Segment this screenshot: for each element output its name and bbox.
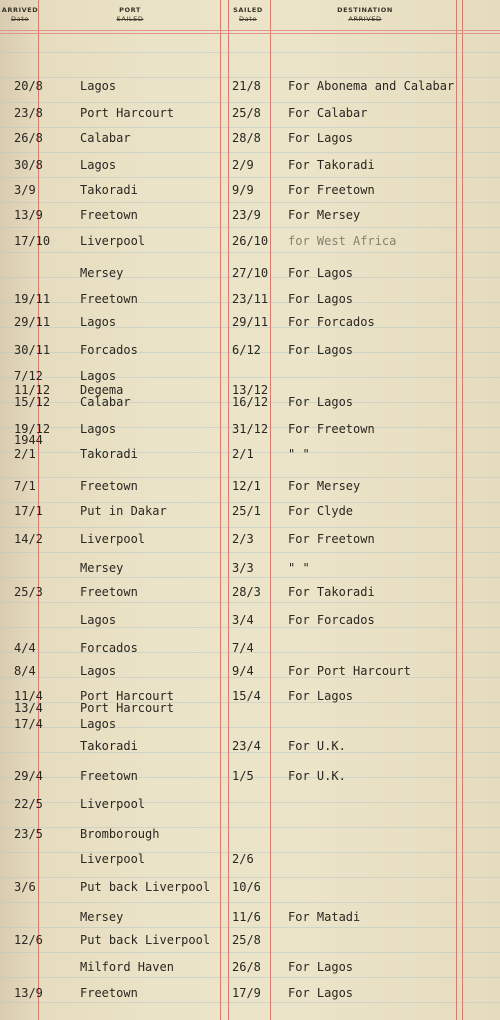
sailed-date: 2/3 xyxy=(232,532,254,546)
destination: For Port Harcourt xyxy=(288,664,411,678)
destination: For Freetown xyxy=(288,532,375,546)
ledger-row xyxy=(0,959,500,975)
ledger-row xyxy=(0,105,500,121)
sailed-date: 29/11 xyxy=(232,315,269,329)
ledger-row xyxy=(0,612,500,628)
port-name: Takoradi xyxy=(80,183,138,197)
destination: For Takoradi xyxy=(288,158,375,172)
arrived-date: 4/4 xyxy=(14,641,36,655)
header-sailed-sub: Date xyxy=(239,15,257,23)
port-name: Lagos xyxy=(80,664,117,678)
ledger-row xyxy=(0,985,500,1001)
sailed-date: 12/1 xyxy=(232,479,261,493)
destination: For Lagos xyxy=(288,131,354,145)
port-name: Put back Liverpool xyxy=(80,933,211,947)
sailed-date: 26/8 xyxy=(232,960,261,974)
port-name: Port Harcourt xyxy=(80,106,174,120)
destination: For Lagos xyxy=(288,395,354,409)
destination: For Takoradi xyxy=(288,585,375,599)
sailed-date: 1/5 xyxy=(232,769,254,783)
port-name: Calabar xyxy=(80,395,131,409)
sailed-date: 27/10 xyxy=(232,266,269,280)
arrived-date: 7/1 xyxy=(14,479,36,493)
sailed-date: 25/1 xyxy=(232,504,261,518)
ledger-row xyxy=(0,157,500,173)
destination: For Freetown xyxy=(288,183,375,197)
port-name: Forcados xyxy=(80,641,138,655)
arrived-date: 15/12 xyxy=(14,395,51,409)
arrived-date: 30/8 xyxy=(14,158,43,172)
port-name: Liverpool xyxy=(80,532,146,546)
destination: For U.K. xyxy=(288,769,346,783)
sailed-date: 3/3 xyxy=(232,561,254,575)
arrived-date: 13/4 xyxy=(14,701,43,715)
sailed-date: 2/6 xyxy=(232,852,254,866)
port-name: Lagos xyxy=(80,315,117,329)
ledger-row xyxy=(0,265,500,281)
port-name: Mersey xyxy=(80,266,124,280)
arrived-date: 3/6 xyxy=(14,880,36,894)
destination: For Lagos xyxy=(288,986,354,1000)
port-name: Calabar xyxy=(80,131,131,145)
ledger-row xyxy=(0,716,500,732)
port-name: Freetown xyxy=(80,208,138,222)
port-name: Milford Haven xyxy=(80,960,174,974)
arrived-date: 11/12 xyxy=(14,383,51,397)
port-name: Lagos xyxy=(80,79,117,93)
ledger-row xyxy=(0,851,500,867)
sailed-date: 6/12 xyxy=(232,343,261,357)
ledger-row xyxy=(0,700,500,716)
ledger-row xyxy=(0,78,500,94)
ledger-row xyxy=(0,291,500,307)
header-destination-sub: ARRIVED xyxy=(348,15,382,23)
arrived-date: 19/11 xyxy=(14,292,51,306)
sailed-date: 23/9 xyxy=(232,208,261,222)
port-name: Lagos xyxy=(80,369,117,383)
ledger-row xyxy=(0,796,500,812)
destination: For Mersey xyxy=(288,479,361,493)
sailed-date: 10/6 xyxy=(232,880,261,894)
arrived-date: 26/8 xyxy=(14,131,43,145)
sailed-date: 17/9 xyxy=(232,986,261,1000)
destination: For Lagos xyxy=(288,266,354,280)
destination: For Forcados xyxy=(288,315,375,329)
arrived-date: 12/6 xyxy=(14,933,43,947)
port-name: Lagos xyxy=(80,158,117,172)
sailed-date: 31/12 xyxy=(232,422,269,436)
destination: " " xyxy=(288,561,310,575)
ledger-row xyxy=(0,531,500,547)
destination: " " xyxy=(288,447,310,461)
port-name: Liverpool xyxy=(80,852,146,866)
arrived-date: 2/1 xyxy=(14,447,36,461)
sailed-date: 21/8 xyxy=(232,79,261,93)
destination: For Lagos xyxy=(288,689,354,703)
port-name: Mersey xyxy=(80,561,124,575)
ledger-row xyxy=(0,663,500,679)
header-port-label: PORT xyxy=(119,6,141,14)
ledger-row xyxy=(0,478,500,494)
ledger-row xyxy=(0,207,500,223)
arrived-date: 23/8 xyxy=(14,106,43,120)
ledger-row xyxy=(0,182,500,198)
ledger-row xyxy=(0,130,500,146)
port-name: Port Harcourt xyxy=(80,701,174,715)
arrived-date: 19/12 xyxy=(14,422,51,436)
sailed-date: 25/8 xyxy=(232,933,261,947)
arrived-date: 29/11 xyxy=(14,315,51,329)
port-name: Takoradi xyxy=(80,739,138,753)
ledger-row xyxy=(0,584,500,600)
sailed-date: 9/4 xyxy=(232,664,254,678)
ledger-row xyxy=(0,879,500,895)
arrived-date: 17/10 xyxy=(14,234,51,248)
port-name: Lagos xyxy=(80,422,117,436)
sailed-date: 25/8 xyxy=(232,106,261,120)
sailed-date: 7/4 xyxy=(232,641,254,655)
port-name: Bromborough xyxy=(80,827,160,841)
header-destination-label: DESTINATION xyxy=(337,6,393,14)
sailed-date: 11/6 xyxy=(232,910,261,924)
port-name: Freetown xyxy=(80,292,138,306)
port-name: Freetown xyxy=(80,585,138,599)
arrived-date: 17/1 xyxy=(14,504,43,518)
sailed-date: 28/3 xyxy=(232,585,261,599)
ledger-row xyxy=(0,768,500,784)
arrived-date: 13/9 xyxy=(14,208,43,222)
ledger-row xyxy=(0,503,500,519)
header-sailed-label: SAILED xyxy=(233,6,263,14)
port-name: Lagos xyxy=(80,717,117,731)
arrived-date: 29/4 xyxy=(14,769,43,783)
ledger-row xyxy=(0,342,500,358)
arrived-date: 14/2 xyxy=(14,532,43,546)
arrived-date: 25/3 xyxy=(14,585,43,599)
port-name: Forcados xyxy=(80,343,138,357)
port-name: Freetown xyxy=(80,769,138,783)
destination: For Matadi xyxy=(288,910,361,924)
port-name: Lagos xyxy=(80,613,117,627)
destination: For Mersey xyxy=(288,208,361,222)
port-name: Put in Dakar xyxy=(80,504,167,518)
ledger-row xyxy=(0,394,500,410)
ledger-row xyxy=(0,446,500,462)
arrived-date: 17/4 xyxy=(14,717,43,731)
arrived-date: 13/9 xyxy=(14,986,43,1000)
arrived-date: 1944 xyxy=(14,433,43,447)
destination: For Lagos xyxy=(288,292,354,306)
sailed-date: 13/12 xyxy=(232,383,269,397)
destination: For Calabar xyxy=(288,106,368,120)
ledger-row xyxy=(0,826,500,842)
destination: For Clyde xyxy=(288,504,354,518)
arrived-date: 30/11 xyxy=(14,343,51,357)
destination: For U.K. xyxy=(288,739,346,753)
arrived-date: 3/9 xyxy=(14,183,36,197)
arrived-date: 11/4 xyxy=(14,689,43,703)
ledger-row xyxy=(0,932,500,948)
sailed-date: 2/9 xyxy=(232,158,254,172)
port-name: Mersey xyxy=(80,910,124,924)
port-name: Liverpool xyxy=(80,797,146,811)
destination: For Forcados xyxy=(288,613,375,627)
port-name: Freetown xyxy=(80,479,138,493)
ledger-row xyxy=(0,560,500,576)
arrived-date: 23/5 xyxy=(14,827,43,841)
header-port-sub: SAILED xyxy=(116,15,144,23)
header-arrived-label: ARRIVED xyxy=(1,6,39,14)
sailed-date: 2/1 xyxy=(232,447,254,461)
ledger-row xyxy=(0,640,500,656)
port-name: Liverpool xyxy=(80,234,146,248)
destination: For Abonema and Calabar xyxy=(288,79,455,93)
destination: For Lagos xyxy=(288,343,354,357)
arrived-date: 7/12 xyxy=(14,369,43,383)
sailed-date: 15/4 xyxy=(232,689,261,703)
sailed-date: 3/4 xyxy=(232,613,254,627)
sailed-date: 23/11 xyxy=(232,292,269,306)
ledger-row xyxy=(0,738,500,754)
destination: for West Africa xyxy=(288,234,397,248)
ledger-row xyxy=(0,314,500,330)
destination: For Freetown xyxy=(288,422,375,436)
port-name: Freetown xyxy=(80,986,138,1000)
sailed-date: 23/4 xyxy=(232,739,261,753)
arrived-date: 20/8 xyxy=(14,79,43,93)
sailed-date: 16/12 xyxy=(232,395,269,409)
port-name: Degema xyxy=(80,383,124,397)
port-name: Put back Liverpool xyxy=(80,880,211,894)
ledger-row xyxy=(0,233,500,249)
ledger-row xyxy=(0,909,500,925)
port-name: Port Harcourt xyxy=(80,689,174,703)
sailed-date: 9/9 xyxy=(232,183,254,197)
destination: For Lagos xyxy=(288,960,354,974)
port-name: Takoradi xyxy=(80,447,138,461)
sailed-date: 28/8 xyxy=(232,131,261,145)
header-arrived-sub: Date xyxy=(11,15,29,23)
arrived-date: 22/5 xyxy=(14,797,43,811)
arrived-date: 8/4 xyxy=(14,664,36,678)
sailed-date: 26/10 xyxy=(232,234,269,248)
